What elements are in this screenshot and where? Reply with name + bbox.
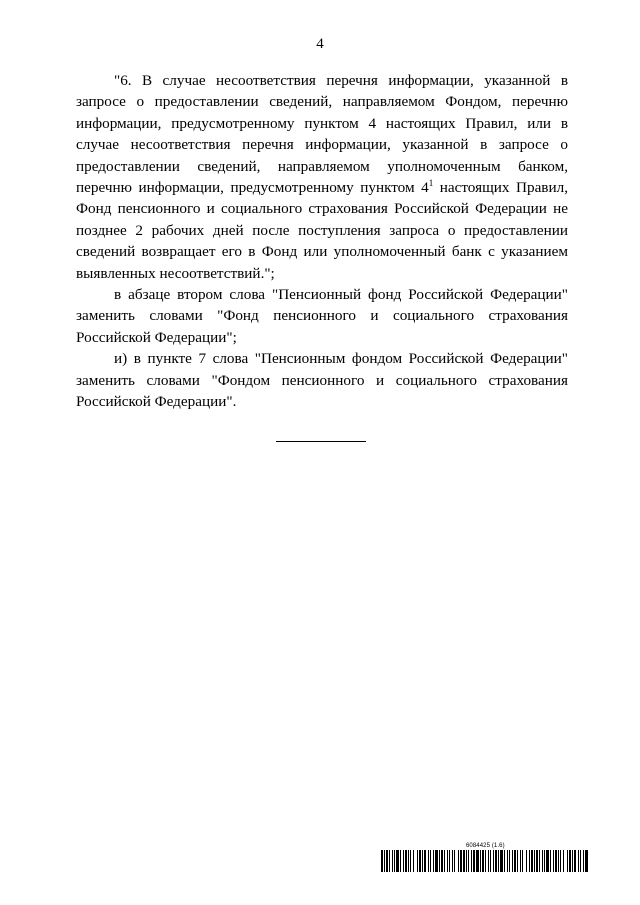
barcode-bar — [417, 850, 418, 872]
barcode-bar — [544, 850, 545, 872]
barcode-bar — [490, 850, 491, 872]
barcode-bar — [500, 850, 503, 872]
barcode-bar — [435, 850, 438, 872]
barcode-bar — [558, 850, 559, 872]
barcode-bar — [550, 850, 551, 872]
barcode-bar — [413, 850, 414, 872]
barcode-bar — [539, 850, 540, 872]
barcode-bar — [569, 850, 571, 872]
barcode-bar — [441, 850, 443, 872]
barcode-bar — [504, 850, 505, 872]
barcode-bar — [460, 850, 462, 872]
barcode-bar — [563, 850, 564, 872]
barcode-bar — [419, 850, 421, 872]
barcode-bar — [546, 850, 549, 872]
barcode-bar — [542, 850, 543, 872]
paragraph-text: "6. В случае несоответствия перечня информации, указанной в запросе о предоставлении сведений, направляемом Фондом, перечню информации, предусмотренному пунктом 4 настоящих Правил, или в случае несоответствия перечня информации, указанной в запросе о предоставлении сведений, направляемом уполномоченным банком, перечню информации, предусмотренному пунктом 4 — [76, 72, 568, 197]
barcode-bar — [514, 850, 516, 872]
barcode-bar — [384, 850, 385, 872]
paragraph-text-continued: настоящих Правил, Фонд пенсионного и социального страхования Российской Федерации не позднее 2 рабочих дней после поступления запроса о предоставлении сведений возвращает его в Фонд или уполномоченный банк с указанием выявленных несоответствий."; — [76, 179, 568, 282]
barcode-bar — [396, 850, 399, 872]
barcode-bar — [553, 850, 554, 872]
barcode-bar — [444, 850, 445, 872]
barcode-bar — [405, 850, 407, 872]
barcode-bar — [433, 850, 434, 872]
barcode-bar — [447, 850, 448, 872]
barcode-bar — [452, 850, 453, 872]
barcode-bar — [498, 850, 499, 872]
barcode-bar — [473, 850, 475, 872]
barcode-bar — [394, 850, 395, 872]
barcode-image — [381, 850, 588, 872]
barcode-bar — [468, 850, 469, 872]
barcode-bar — [422, 850, 423, 872]
barcode-bar — [531, 850, 533, 872]
barcode-number: 6084425 (1.6) — [466, 843, 505, 849]
barcode-bar — [392, 850, 393, 872]
barcode-bar — [495, 850, 497, 872]
barcode-bar — [381, 850, 383, 872]
barcode-bar — [529, 850, 530, 872]
page-number: 4 — [316, 36, 324, 52]
barcode-bar — [424, 850, 426, 872]
paragraph-item-6 — [76, 70, 568, 284]
barcode-bar — [430, 850, 431, 872]
barcode-bar — [517, 850, 518, 872]
end-separator-line — [276, 441, 366, 442]
barcode-bar — [572, 850, 573, 872]
barcode-bar — [386, 850, 388, 872]
barcode-bar — [485, 850, 486, 872]
barcode-bar — [578, 850, 579, 872]
barcode-bar — [466, 850, 467, 872]
barcode-bar — [507, 850, 508, 872]
document-body — [76, 70, 568, 413]
barcode-bar — [476, 850, 479, 872]
barcode-bar — [428, 850, 429, 872]
barcode-bar — [567, 850, 568, 872]
paragraph-item-i: и) в пункте 7 слова "Пенсионным фондом Российской Федерации" заменить словами "Фондом пенсионного и социального страхования Российской Федерации". — [76, 350, 568, 411]
barcode-bar — [555, 850, 557, 872]
barcode-bar — [493, 850, 494, 872]
barcode-bar — [389, 850, 390, 872]
barcode-bar — [574, 850, 576, 872]
barcode-bar — [454, 850, 455, 872]
barcode-bar — [458, 850, 459, 872]
barcode-bar — [410, 850, 411, 872]
barcode-bar — [463, 850, 465, 872]
barcode-bar — [534, 850, 535, 872]
barcode-bar — [580, 850, 581, 872]
barcode-bar — [482, 850, 484, 872]
barcode-bar — [560, 850, 561, 872]
superscript-number: 1 — [428, 178, 434, 189]
barcode-bar — [585, 850, 588, 872]
barcode-bar — [512, 850, 513, 872]
barcode-bar — [449, 850, 450, 872]
barcode-bar — [536, 850, 538, 872]
paragraph-second-abzac: в абзаце втором слова "Пенсионный фонд Российской Федерации" заменить словами "Фонд пенсионного и социального страхования Российской Федерации"; — [76, 286, 568, 346]
barcode-bar — [480, 850, 481, 872]
barcode-bar — [400, 850, 401, 872]
barcode-bar — [526, 850, 527, 872]
barcode-bar — [583, 850, 584, 872]
barcode-bar — [439, 850, 440, 872]
barcode-bar — [520, 850, 521, 872]
barcode-bar — [408, 850, 409, 872]
barcode-bar — [403, 850, 404, 872]
barcode-bar — [488, 850, 489, 872]
barcode-bar — [471, 850, 472, 872]
barcode-bar — [509, 850, 510, 872]
barcode-bar — [522, 850, 523, 872]
